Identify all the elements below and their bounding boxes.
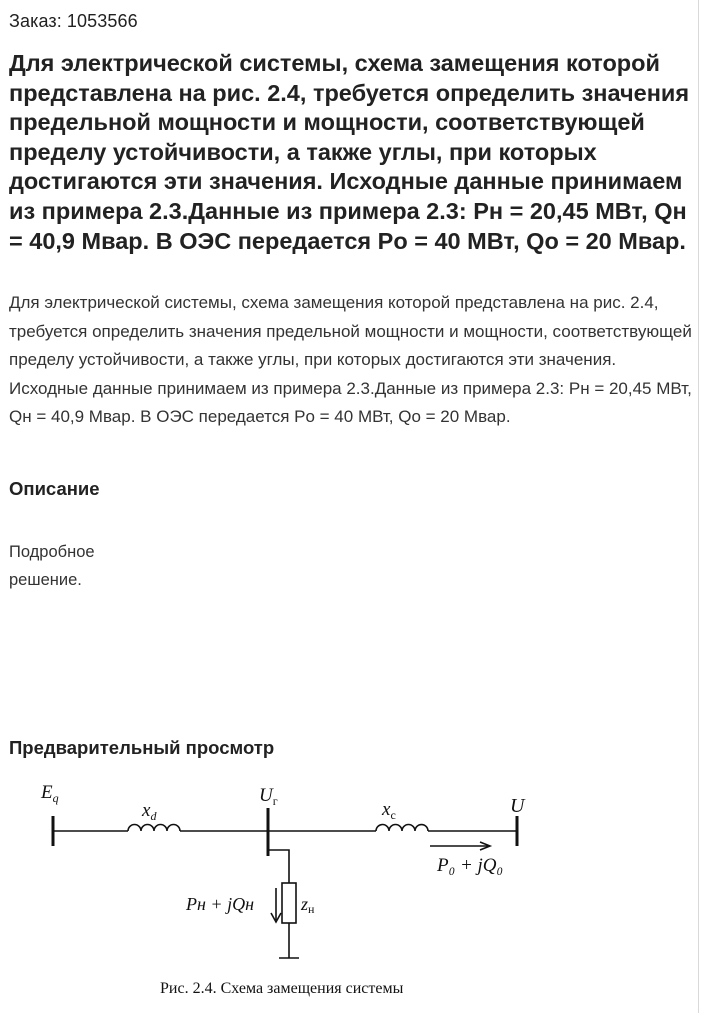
label-u: U xyxy=(510,795,525,817)
load-branch-line xyxy=(268,850,289,883)
preview-heading: Предварительный просмотр xyxy=(9,737,275,758)
label-load-power: Pн + jQн xyxy=(186,894,255,914)
label-zn: zн xyxy=(301,894,315,916)
task-title: Для электрической системы, схема замещения которой представлена на рис. 2.4, требуется определить значения предельной мощности и мощности, соответствующей пределу устойчивости, а также углы, при которых достигаются эти значения. Исходные данные принимаем из примера 2.3.Данные из примера 2.3: Pн = 20,45 МВт, Qн = 40,9 Мвар. В ОЭС передается Pо = 40 МВт, Qо = 20 Мвар. xyxy=(9,50,690,254)
page-edge-divider xyxy=(698,0,699,1013)
label-ug: $U_г$ xyxy=(259,785,278,808)
figure-caption: Рис. 2.4. Схема замещения системы xyxy=(160,980,404,997)
task-text: Для электрической системы, схема замещения которой представлена на рис. 2.4, требуется определить значения предельной мощности и мощности, соответствующей пределу устойчивости, а также углы, при которых достигаются эти значения. Исходные данные принимаем из примера 2.3.Данные из примера 2.3: Pн = 20,45 МВт, Qн = 40,9 Мвар. В ОЭС передается Pо = 40 МВт, Qо = 20 Мвар. xyxy=(9,293,692,427)
description-heading: Описание xyxy=(9,478,100,499)
label-xc: $x_c$ xyxy=(382,799,396,822)
label-xd: $x_d$ xyxy=(142,800,157,823)
label-power-flow: P₀ + jQ₀ xyxy=(437,855,504,876)
equivalent-circuit-diagram xyxy=(0,770,701,1013)
inductor-xd xyxy=(128,825,180,832)
description-text: Подробное решение. xyxy=(9,543,95,589)
order-number: Заказ: 1053566 xyxy=(9,11,138,31)
inductor-xc xyxy=(376,825,428,832)
load-impedance xyxy=(282,883,296,923)
label-eq: $E_q$ xyxy=(41,782,59,805)
